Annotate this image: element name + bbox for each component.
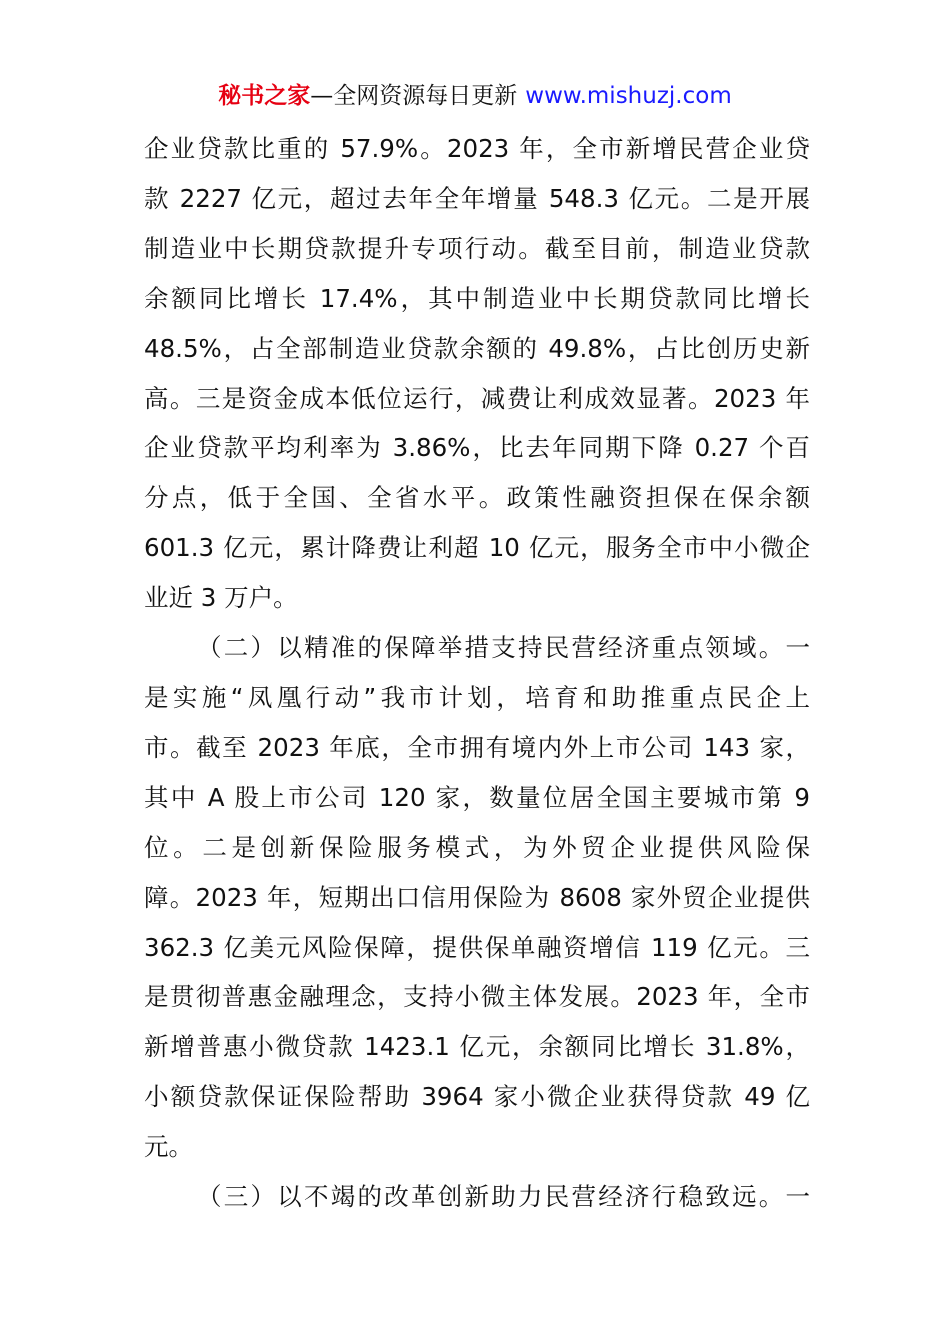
paragraph-start-line: （三）以不竭的改革创新助力民营经济行稳致远。一 — [197, 1182, 810, 1212]
paragraph-start-line: （二）以精准的保障举措支持民营经济重点领域。一 — [197, 633, 810, 663]
text-line: 是贯彻普惠金融理念，支持小微主体发展。2023 年，全市 — [144, 982, 810, 1012]
text-line: 障。2023 年，短期出口信用保险为 8608 家外贸企业提供 — [144, 882, 810, 912]
text-line: 高。三是资金成本低位运行，减费让利成效显著。2023 年 — [144, 383, 810, 413]
site-url-link[interactable]: www.mishuzj.com — [525, 83, 732, 109]
text-line: 企业贷款平均利率为 3.86%，比去年同期下降 0.27 个百 — [144, 433, 810, 463]
paragraph-end-line: 元。 — [144, 1132, 193, 1162]
document-body — [144, 124, 810, 1222]
text-line: 其中 A 股上市公司 120 家，数量位居全国主要城市第 9 — [144, 782, 810, 812]
header-slogan: —全网资源每日更新 — [310, 83, 518, 109]
text-line: 小额贷款保证保险帮助 3964 家小微企业获得贷款 49 亿 — [144, 1082, 810, 1112]
text-line: 362.3 亿美元风险保障，提供保单融资增信 119 亿元。三 — [144, 932, 810, 962]
paragraph-end-line: 业近 3 万户。 — [144, 583, 298, 613]
text-line: 新增普惠小微贷款 1423.1 亿元，余额同比增长 31.8%， — [144, 1032, 810, 1062]
brand-name: 秘书之家 — [218, 83, 311, 109]
text-line: 位。二是创新保险服务模式，为外贸企业提供风险保 — [144, 832, 810, 862]
text-line: 制造业中长期贷款提升专项行动。截至目前，制造业贷款 — [144, 233, 810, 263]
text-line: 是实施“凤凰行动”我市计划，培育和助推重点民企上 — [144, 682, 810, 712]
text-line: 分点，低于全国、全省水平。政策性融资担保在保余额 — [144, 483, 810, 513]
text-line: 余额同比增长 17.4%，其中制造业中长期贷款同比增长 — [144, 283, 810, 313]
page-header — [0, 80, 950, 112]
text-line: 企业贷款比重的 57.9%。2023 年，全市新增民营企业贷 — [144, 134, 810, 163]
text-line: 601.3 亿元，累计降费让利超 10 亿元，服务全市中小微企 — [144, 533, 810, 563]
text-line: 48.5%，占全部制造业贷款余额的 49.8%，占比创历史新 — [144, 333, 810, 363]
text-line: 市。截至 2023 年底，全市拥有境内外上市公司 143 家， — [144, 732, 810, 762]
text-line: 款 2227 亿元，超过去年全年增量 548.3 亿元。二是开展 — [144, 183, 810, 213]
